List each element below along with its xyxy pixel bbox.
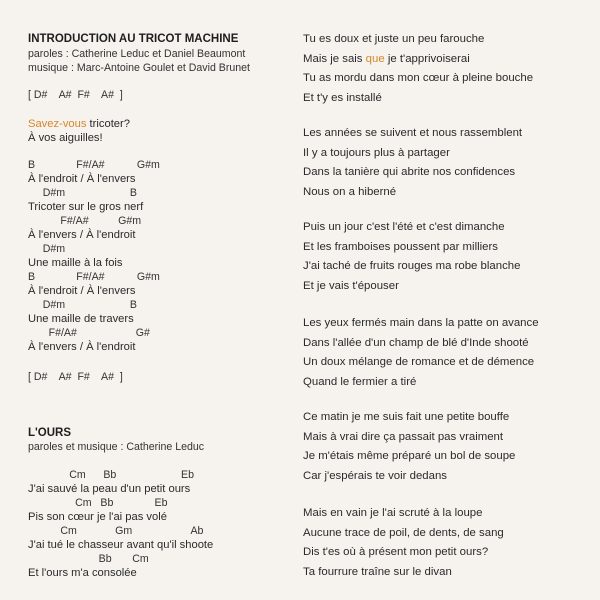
stanza-text: Les années se suivent et nous rassemblent xyxy=(303,127,523,139)
lyric-line: À l'endroit / À l'envers xyxy=(28,285,136,297)
stanza-line xyxy=(303,506,482,520)
stanza-line xyxy=(303,526,504,540)
stanza-text: Tu es doux et juste un peu farouche xyxy=(303,33,485,45)
stanza-line xyxy=(303,375,416,389)
stanza-line xyxy=(303,449,515,463)
lyric-line: Une maille de travers xyxy=(28,313,134,325)
lyric-line: À l'envers / À l'endroit xyxy=(28,229,136,241)
stanza-text: Et je vais t'épouser xyxy=(303,279,399,292)
stanza-text: Mais en vain je l'ai scruté à la loupe xyxy=(303,507,483,519)
chord-line: D#m B xyxy=(28,299,137,311)
stanza-text: Les yeux fermés main dans la patte on avance xyxy=(303,317,539,329)
lyric-line: J'ai sauvé la peau d'un petit ours xyxy=(28,483,191,495)
stanza-line xyxy=(303,469,447,483)
stanza-line xyxy=(303,316,539,330)
chord-line: Cm Gm Ab xyxy=(28,525,204,537)
stanza-line xyxy=(303,52,470,66)
stanza-text: Ce matin je me suis fait une petite bouffe xyxy=(303,411,510,423)
stanza-text: Nous on a hiberné xyxy=(303,185,397,198)
chord-line: F#/A# G# xyxy=(28,327,150,339)
stanza-text: Dans la tanière qui abrite nos confidences xyxy=(303,166,516,178)
chord-line: B F#/A# G#m xyxy=(28,271,160,283)
stanza-line xyxy=(303,185,396,199)
chord-line: D#m B xyxy=(28,187,137,199)
chord-line: Cm Bb Eb xyxy=(28,497,168,509)
stanza-text: Car j'espérais te voir dedans xyxy=(303,469,447,482)
stanza-text: Il y a toujours plus à partager xyxy=(303,146,450,159)
stanza-text: Un doux mélange de romance et de démence xyxy=(303,356,535,368)
lyrics-credit: paroles : Catherine Leduc et Daniel Beaumont xyxy=(28,48,246,60)
stanza-text: Je m'étais même préparé un bol de soupe xyxy=(303,450,516,462)
chord-line: B F#/A# G#m xyxy=(28,159,160,171)
stanza-text: Dis t'es où à présent mon petit ours? xyxy=(303,546,489,558)
ours-credit: paroles et musique : Catherine Leduc xyxy=(28,441,205,453)
stanza-text: Mais je sais xyxy=(303,52,366,65)
outro-chords: [ D# A# F# A# ] xyxy=(28,371,123,383)
song-title-ours: L'OURS xyxy=(28,427,71,439)
stanza-text: Tu as mordu dans mon cœur à pleine bouche xyxy=(303,72,534,84)
stanza-text: J'ai taché de fruits rouges ma robe blanche xyxy=(303,260,521,272)
stanza-text: Ta fourrure traîne sur le divan xyxy=(303,565,452,578)
stanza-text: Aucune trace de poil, de dents, de sang xyxy=(303,526,504,539)
lyric-line: Une maille à la fois xyxy=(28,257,123,269)
lyric-line: À l'endroit / À l'envers xyxy=(28,173,136,185)
stanza-line xyxy=(303,146,450,160)
chord-line: F#/A# G#m xyxy=(28,215,142,227)
stanza-text: Quand le fermier a tiré xyxy=(303,375,417,388)
lyric-line: J'ai tué le chasseur avant qu'il shoote xyxy=(28,539,214,551)
stanza-line xyxy=(303,565,452,579)
stanza-text: Dans l'allée d'un champ de blé d'Inde shooté xyxy=(303,336,529,349)
verse-line-1 xyxy=(28,117,130,131)
stanza-line xyxy=(303,259,520,273)
stanza-line xyxy=(303,355,534,369)
music-credit: musique : Marc-Antoine Goulet et David Brunet xyxy=(28,62,250,74)
lyric-line: À l'envers / À l'endroit xyxy=(28,341,136,353)
verse-line-1-rest: tricoter? xyxy=(86,118,130,130)
stanza-line xyxy=(303,430,503,444)
chord-line: Cm Bb Eb xyxy=(28,469,195,481)
verse-line-2: À vos aiguilles! xyxy=(28,132,103,144)
stanza-line xyxy=(303,240,498,254)
lyric-line: Tricoter sur le gros nerf xyxy=(28,201,144,213)
stanza-line xyxy=(303,220,505,234)
stanza-line xyxy=(303,336,529,350)
stanza-line xyxy=(303,126,522,140)
stanza-text: Et t'y es installé xyxy=(303,91,382,104)
stanza-line xyxy=(303,410,509,424)
stanza-line xyxy=(303,165,515,179)
stanza-line xyxy=(303,91,382,105)
chord-line: D#m xyxy=(28,243,66,255)
lyric-line: Pis son cœur je l'ai pas volé xyxy=(28,511,167,523)
stanza-line xyxy=(303,32,484,46)
stanza-text: Puis un jour c'est l'été et c'est dimanche xyxy=(303,221,505,233)
verse-accent-word: Savez-vous xyxy=(28,118,87,130)
stanza-text: Mais à vrai dire ça passait pas vraiment xyxy=(303,430,504,443)
stanza-line xyxy=(303,71,533,85)
stanza-line xyxy=(303,545,488,559)
accent-word: que xyxy=(365,52,385,65)
song-title-tricot: INTRODUCTION AU TRICOT MACHINE xyxy=(28,33,239,45)
lyric-line: Et l'ours m'a consolée xyxy=(28,567,137,579)
stanza-line xyxy=(303,279,399,293)
intro-chords: [ D# A# F# A# ] xyxy=(28,89,123,101)
stanza-text: je t'apprivoiserai xyxy=(384,52,470,65)
chord-line: Bb Cm xyxy=(28,553,149,565)
stanza-text: Et les framboises poussent par milliers xyxy=(303,240,498,253)
